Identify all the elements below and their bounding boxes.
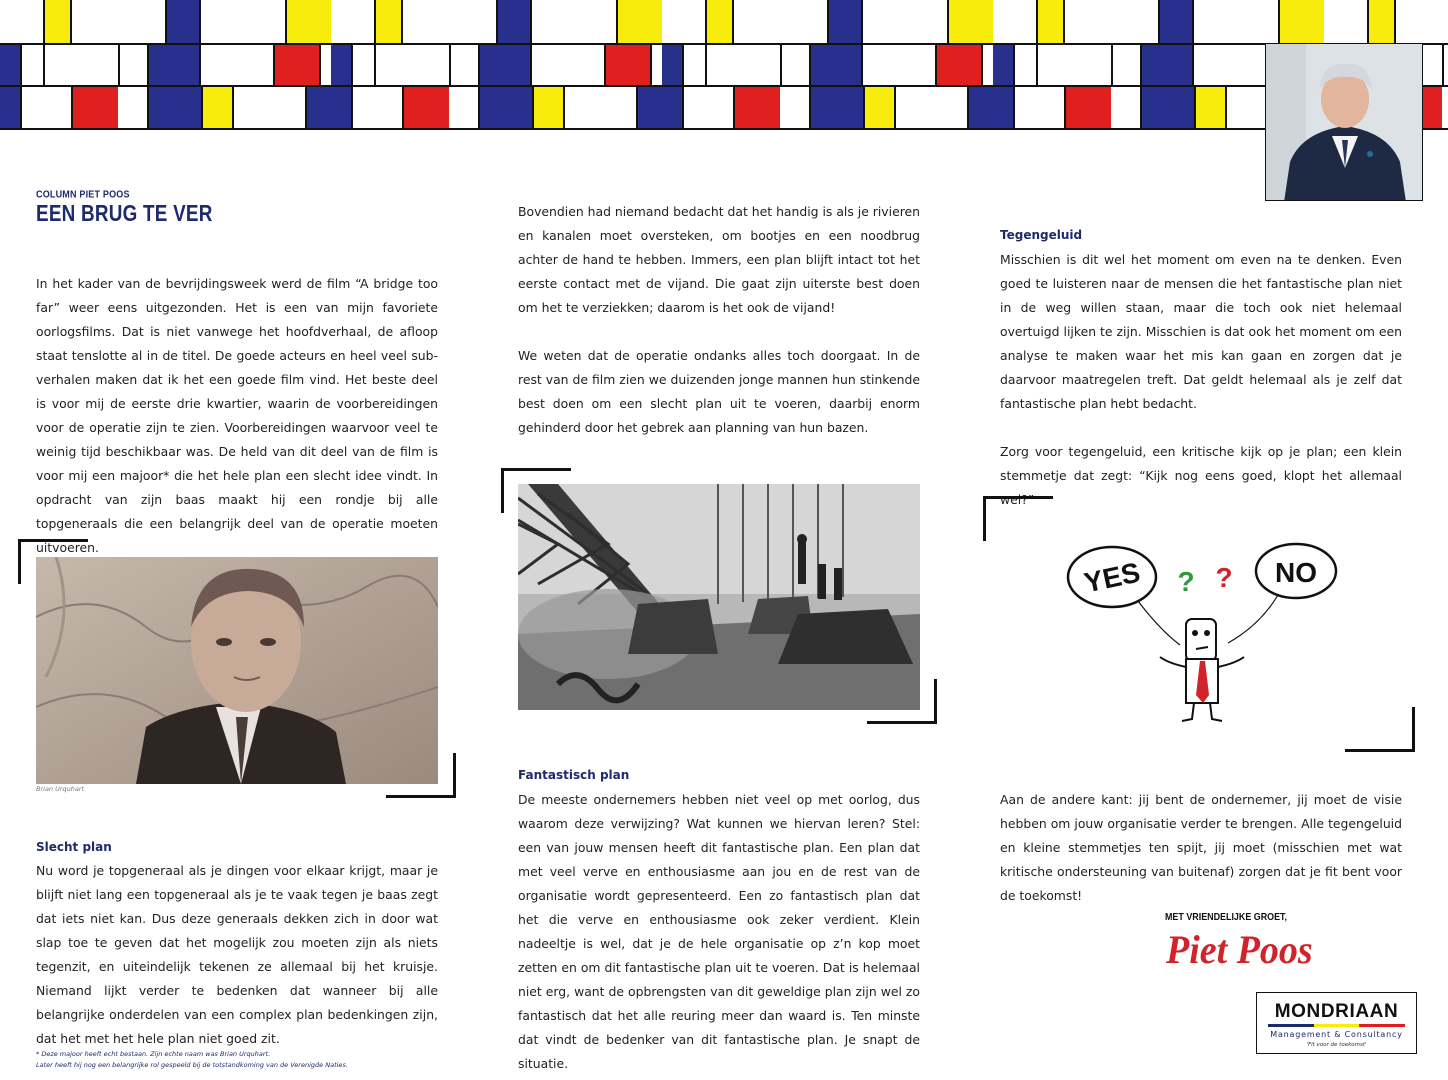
mondrian-cell-yellow (1369, 0, 1394, 43)
article-title: EEN BRUG TE VER (36, 200, 213, 226)
column3-intro (1000, 248, 1402, 512)
signature-name: Piet Poos (1166, 927, 1313, 972)
column3-paragraph-3: Aan de andere kant: jij bent de ondernemer, jij moet de visie hebben om jouw organisatie verder te brengen. Alle tegengeluid en kleine stemmetjes ten spijt, jij moet (misschien met wat kritische ondersteuning van buitenaf) zorgen dat je fit bent voor de toekomst! (1000, 792, 1402, 903)
logo-color-bars (1268, 1024, 1405, 1027)
mondrian-cell-red (735, 87, 780, 130)
bubble-no-text: NO (1275, 557, 1317, 588)
mondrian-cell-blue (969, 87, 993, 130)
column2-intro (518, 200, 920, 440)
column3-paragraph-2: Zorg voor tegengeluid, een kritische kijk op je plan; een klein stemmetje dat zegt: “Kijk nog eens goed, klopt het allemaal wel?” (1000, 444, 1402, 507)
mondrian-cell-red (404, 87, 449, 130)
mondrian-cell-yellow (1280, 0, 1324, 43)
frame-corner-bottom-right (867, 679, 937, 724)
mondrian-cell-yellow (287, 0, 331, 43)
section-heading-slecht-plan: Slecht plan (36, 840, 112, 854)
column2-paragraph-1: Bovendien had niemand bedacht dat het handig is als je rivieren en kanalen moet oversteken, om bootjes en een noodbrug achter de hand te hebben. Immers, een plan blijft intact tot het eerste contact met de vijand. Die gaat zijn uiterste best doen om het te verziekken; daarom is het ook de vijand! (518, 204, 920, 315)
frame-corner-top-left (983, 496, 1053, 541)
section-heading-fantastisch-plan: Fantastisch plan (518, 768, 630, 782)
mondrian-cell-blue (829, 0, 861, 43)
mondrian-cell-yellow (45, 0, 70, 43)
mondrian-cell-yellow (707, 0, 732, 43)
mondrian-cell-blue (331, 45, 351, 130)
mondrian-cell-red (606, 45, 650, 85)
bridge-tanks-photo (518, 484, 920, 710)
mondrian-cell-yellow (949, 0, 993, 43)
mondrian-cell-blue (480, 45, 532, 130)
mondrian-cell-yellow (202, 87, 232, 130)
mondrian-cell-blue (0, 45, 20, 130)
column2-body-paragraph: De meeste ondernemers hebben niet veel op met oorlog, dus waarom deze verwijzing? Wat kunnen we hiervan leren? Stel: een van jouw mensen heeft dit fantastische plan. Een plan dat met veel verve en enthousiasme aan jou en de rest van de organisatie wordt gepresenteerd. Een zo fantastisch plan dat het die verve en enthousiasme ook zeker verdient. Klein nadeeltje is wel, dat je de hele organisatie op z’n kop moet zetten en om dit fantastische plan uit te voeren. Dat is helemaal niet erg, want de opbrengsten van dit geweldige plan zijn wel zo fantastisch dat het alle reuring meer dan waard is. Ten minste dat vindt de bedenker van dit fantastische plan. Je snapt de situatie. (518, 792, 920, 1071)
mondrian-cell-yellow (864, 87, 894, 130)
footnote-2: Later heeft hij nog een belangrijke rol gespeeld bij de totstandkoming van de Verenigde Naties. (36, 1061, 348, 1069)
mondrian-cell-blue (1160, 0, 1192, 43)
section-heading-tegengeluid: Tegengeluid (1000, 228, 1083, 242)
mondrian-cell-blue (638, 87, 662, 130)
column2-paragraph-2: We weten dat de operatie ondanks alles toch doorgaat. In de rest van de film zien we duizenden jonge mannen hun stinkende best doen om een slecht plan uit te voeren, daarbij enorm gehinderd door het gebrek aan planning van hun bazen. (518, 348, 920, 435)
column1-intro (36, 272, 438, 560)
frame-corner-bottom-right (1345, 707, 1415, 752)
mondrian-cell-yellow (533, 87, 563, 130)
signature-greeting: MET VRIENDELIJKE GROET, (1165, 911, 1288, 923)
logo-name: MONDRIAAN (1274, 1001, 1399, 1022)
column2-body (518, 788, 920, 1076)
column3-paragraph-1: Misschien is dit wel het moment om even na te denken. Even goed te luisteren naar de mensen die het fantastische plan niet in de weg willen staan, maar die toch ook niet helemaal overtuigd lijken te zijn. Misschien is dat ook het moment om een analyse te maken waar het mis kan gaan en zorgen dat je daarvoor maatregelen treft. Dat geldt helemaal als je zelf dat fantastische plan hebt bedacht. (1000, 252, 1402, 411)
mondriaan-logo (1256, 992, 1417, 1054)
photo-caption: Brian Urquhart (36, 785, 85, 793)
mondrian-cell-blue (498, 0, 530, 43)
mondrian-cell-red (73, 87, 118, 130)
question-mark-red: ? (1215, 562, 1233, 593)
column1-body-paragraph: Nu word je topgeneraal als je dingen voor elkaar krijgt, maar je blijft niet lang een topgeneraal als je te vaak tegen je baas zegt dat iets niet kan. Dus deze generaals dekken zich in door wat slap toe te geven dat het mogelijk zou moeten zijn als niets tegenzit, en uiteindelijk tekenen ze allemaal bij het kruisje. Niemand lijkt verder te bedenken dat wanneer bij alle belangrijke onderdelen van een complex plan bedenkingen zijn, dat het met het hele plan niet goed zit. (36, 863, 438, 1046)
question-mark-green: ? (1177, 566, 1195, 597)
brian-urquhart-photo (36, 557, 438, 784)
mondrian-cell-red (937, 45, 981, 85)
bubble-yes-text: YES (1081, 556, 1143, 599)
column-kicker: COLUMN PIET POOS (36, 188, 130, 200)
logo-bar-red (1359, 1024, 1405, 1027)
yes-no-cartoon (1060, 535, 1350, 725)
mondrian-cell-yellow (1195, 87, 1225, 130)
mondrian-cell-blue (149, 45, 201, 130)
mondrian-header-band (0, 0, 1448, 130)
mondrian-cell-yellow (376, 0, 401, 43)
author-portrait (1265, 43, 1423, 201)
mondrian-cell-red (1066, 87, 1111, 130)
column1-body (36, 859, 438, 1051)
mondrian-cell-blue (1142, 45, 1194, 130)
mondrian-cell-blue (167, 0, 199, 43)
mondrian-cell-blue (307, 87, 331, 130)
mondrian-cell-blue (662, 45, 682, 130)
footnote-1: * Deze majoor heeft echt bestaan. Zijn echte naam was Brian Urquhart. (36, 1050, 271, 1058)
column3-closing (1000, 788, 1402, 908)
mondrian-cell-yellow (618, 0, 662, 43)
logo-subtitle: Management & Consultancy (1270, 1030, 1403, 1039)
mondrian-cell-yellow (1038, 0, 1063, 43)
mondrian-cell-red (275, 45, 319, 85)
logo-bar-yellow (1314, 1024, 1360, 1027)
column1-intro-paragraph: In het kader van de bevrijdingsweek werd de film “A bridge too far” weer eens uitgezonden. Het is een van mijn favoriete oorlogsfilms. Dat is niet vanwege het hoofdverhaal, de afloop staat tenslotte al in de titel. De goede acteurs en heel veel sub-verhalen maken dat ik het een goede film vind. Het beste deel is voor mij de eerste drie kwartier, waarin de voorbereidingen voor de operatie zijn te zien. Voorbereidingen waarvoor veel te weinig tijd beschikbaar was. De held van dit deel van de film is voor mij een majoor* die het hele plan een slecht idee vindt. In opdracht van zijn baas maakt hij een rondje bij alle topgeneraals die een belangrijk deel van de operatie moeten uitvoeren. (36, 276, 438, 555)
mondrian-cell-blue (993, 45, 1013, 130)
frame-corner-bottom-right (386, 753, 456, 798)
mondrian-cell-blue (811, 45, 863, 130)
logo-bar-navy (1268, 1024, 1314, 1027)
logo-tagline: 'Fit voor de toekomst' (1306, 1042, 1367, 1048)
